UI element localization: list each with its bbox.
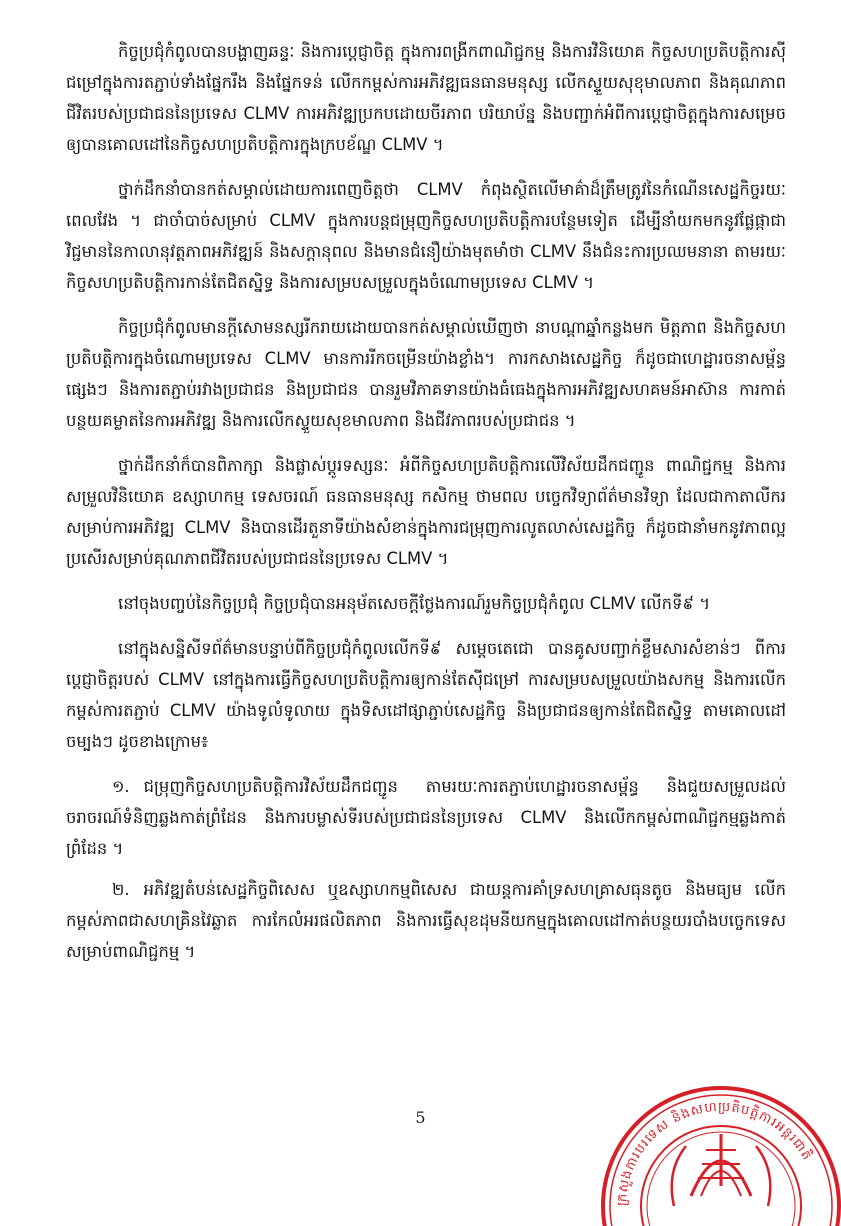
paragraph-sector-cooperation: ថ្នាក់ដឹកនាំក៏បានពិភាក្សា និងផ្លាស់ប្ដូរទស្សនៈ អំពីកិច្ចសហប្រតិបត្តិការលើវិស័យដឹកជញ្ជូន ពាណិជ្ជកម្ម និងការសម្រួលវិនិយោគ ឧស្សាហកម្ម ទេសចរណ៍ ធនធានមនុស្ស កសិកម្ម ថាមពល បច្ចេកវិទ្យាព័ត៌មានវិទ្យា ដែលជាកាតាលីករសម្រាប់ការអភិវឌ្ឍ CLMV និងបានដើរតួនាទីយ៉ាងសំខាន់ក្នុងការជម្រុញការលូតលាស់សេដ្ឋកិច្ច ក៏ដូចជានាំមកនូវភាពល្អប្រសើរសម្រាប់គុណភាពជីវិតរបស់ប្រជាជននៃប្រទេស CLMV ។ (66, 456, 786, 568)
paragraph-friendship-progress: កិច្ចប្រជុំកំពូលមានក្ដីសោមនស្សរីករាយដោយបានកត់សម្គាល់ឃើញថា នាបណ្ដាឆ្នាំកន្លងមក មិត្តភាព និងកិច្ចសហប្រតិបត្តិការក្នុងចំណោមប្រទេស CLMV មានការរីកចម្រើនយ៉ាងខ្លាំង។ ការកសាងសេដ្ឋកិច្ច ក៏ដូចជាហេដ្ឋារចនាសម្ព័ន្ធផ្សេងៗ និងការតភ្ជាប់រវាងប្រជាជន និងប្រជាជន បានរួមវិភាគទានយ៉ាងធំធេងក្នុងការអភិវឌ្ឍសហគមន៍អាស៊ាន ការកាត់បន្ថយគម្លាតនៃការអភិវឌ្ឍ និងការលើកស្ទួយសុខមាលភាព និងជីវភាពរបស់ប្រជាជន ។ (66, 318, 786, 430)
paragraph-leaders-satisfaction: ថ្នាក់ដឹកនាំបានកត់សម្គាល់ដោយការពេញចិត្តថា CLMV កំពុងស្ថិតលើមាគ៌ាដ៏ត្រឹមត្រូវនៃកំណើនសេដ្ឋកិច្ចរយៈពេលវែង ។ ជាចាំបាច់សម្រាប់ CLMV ក្នុងការបន្តជម្រុញកិច្ចសហប្រតិបត្តិការបន្ថែមទៀត ដើម្បីនាំយកមកនូវផ្លែផ្កាជាវិជ្ជមាននៃកាលានុវត្តភាពអភិវឌ្ឍន៍ និងសក្ដានុពល និងមានជំនឿយ៉ាងមុតមាំថា CLMV នឹងជំនះការប្រឈមនានា តាមរយៈកិច្ចសហប្រតិបត្តិការកាន់តែជិតស្និទ្ធ និងការសម្របសម្រួលក្នុងចំណោមប្រទេស CLMV ។ (66, 180, 786, 292)
paragraph-press-conference: នៅក្នុងសន្និសីទព័ត៌មានបន្ទាប់ពីកិច្ចប្រជុំកំពូលលើកទី៩ សម្ដេចតេជោ បានគូសបញ្ជាក់ខ្លឹមសារសំខាន់ៗ ពីការប្ដេជ្ញាចិត្តរបស់ CLMV នៅក្នុងការធ្វើកិច្ចសហប្រតិបត្តិការឲ្យកាន់តែស៊ីជម្រៅ ការសម្របសម្រួលយ៉ាងសកម្ម និងការលើកកម្ពស់ការតភ្ជាប់ CLMV យ៉ាងទូលំទូលាយ ក្នុងទិសដៅផ្សាភ្ជាប់សេដ្ឋកិច្ច និងប្រជាជនឲ្យកាន់តែជិតស្និទ្ធ តាមគោលដៅចម្បងៗ ដូចខាងក្រោម៖ (66, 639, 786, 751)
document-body (66, 36, 786, 977)
official-seal-icon (596, 1046, 841, 1226)
list-item-text: ជម្រុញកិច្ចសហប្រតិបត្តិការវិស័យដឹកជញ្ជូន តាមរយៈការតភ្ជាប់ហេដ្ឋារចនាសម្ព័ន្ធ និងជួយសម្រួលដល់ចរាចរណ៍ទំនិញឆ្លងកាត់ព្រំដែន និងការបម្លាស់ទីរបស់ប្រជាជននៃប្រទេស CLMV និងលើកកម្ពស់ពាណិជ្ជកម្មឆ្លងកាត់ព្រំដែន ។ (66, 777, 786, 858)
paragraph-summit-commitment: កិច្ចប្រជុំកំពូលបានបង្ហាញឆន្ទៈ និងការប្ដេជ្ញាចិត្ត ក្នុងការពង្រីកពាណិជ្ជកម្ម និងការវិនិយោគ កិច្ចសហប្រតិបត្តិការស៊ីជម្រៅក្នុងការតភ្ជាប់ទាំងផ្នែករឹង និងផ្នែកទន់ លើកកម្ពស់ការអភិវឌ្ឍធនធានមនុស្ស លើកស្ទួយសុខុមាលភាព និងគុណភាពជីវិតរបស់ប្រជាជននៃប្រទេស CLMV ការអភិវឌ្ឍប្រកបដោយចីរភាព បរិយាប័ន្ន និងបញ្ជាក់អំពីការប្ដេជ្ញាចិត្តក្នុងការសម្រេចឲ្យបានគោលដៅនៃកិច្ចសហប្រតិបត្តិការក្នុងក្របខ័ណ្ឌ CLMV ។ (66, 42, 786, 154)
list-item (66, 874, 786, 967)
list-item-number: ២. (112, 880, 130, 899)
page-number: 5 (415, 1108, 426, 1127)
seal-text: ក្រសួងការបរទេស និងសហប្រតិបត្តិការអន្តរជាតិ (614, 1099, 815, 1207)
list-item-text: អភិវឌ្ឍតំបន់សេដ្ឋកិច្ចពិសេស ឬឧស្សាហកម្មពិសេស ជាយន្តការគាំទ្រសហគ្រាសធុនតូច និងមធ្យម លើកកម្ពស់ភាពជាសហគ្រិនវៃឆ្លាត ការកែលំអរផលិតភាព និងការធ្វើសុខដុមនីយកម្មក្នុងគោលដៅកាត់បន្ថយរបាំងបច្ចេកទេសសម្រាប់ពាណិជ្ជកម្ម ។ (66, 880, 786, 961)
list-item (66, 771, 786, 864)
paragraph-joint-statement: នៅចុងបញ្ចប់នៃកិច្ចប្រជុំ កិច្ចប្រជុំបានអនុម័តសេចក្ដីថ្លែងការណ៍រួមកិច្ចប្រជុំកំពូល CLMV លើកទី៩ ។ (118, 594, 711, 613)
list-item-number: ១. (112, 777, 130, 796)
